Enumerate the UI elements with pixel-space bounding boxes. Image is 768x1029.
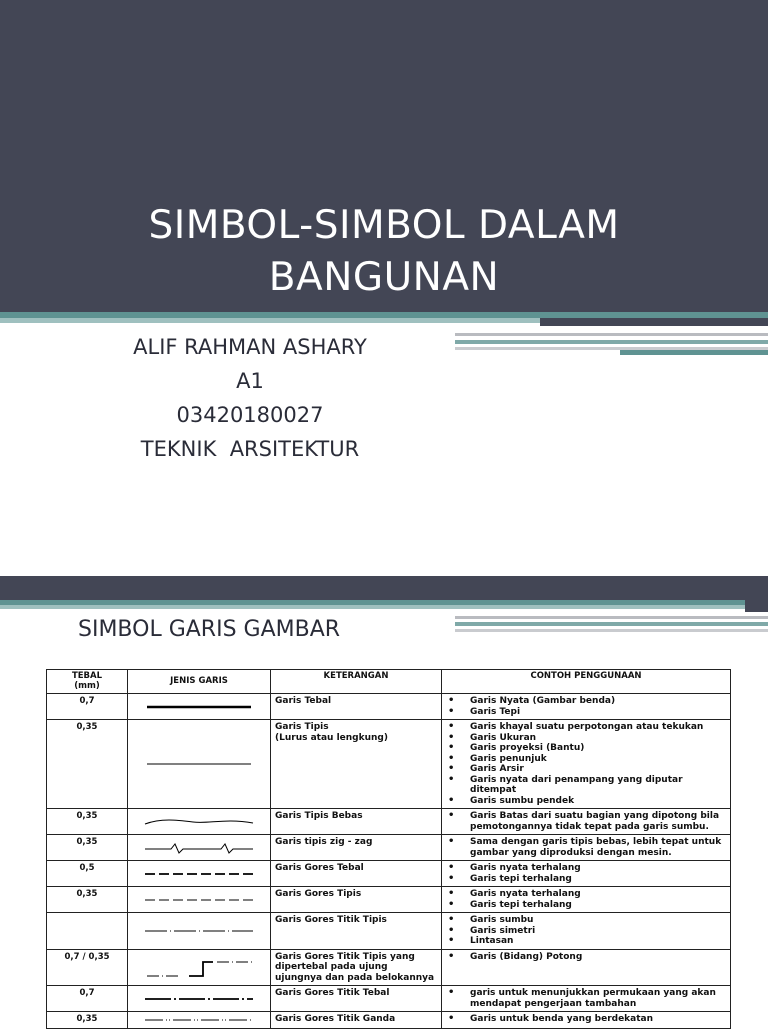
contoh-list [446, 696, 726, 717]
cell-keterangan [271, 694, 442, 720]
list-item: • Garis simetri [470, 926, 726, 937]
contoh-list [446, 988, 726, 1009]
list-item: • Garis nyata terhalang [470, 863, 726, 874]
list-item: • Garis sumbu [470, 915, 726, 926]
line-sample-thin-dash-dot-icon [141, 923, 257, 939]
decor-stripe [455, 333, 768, 336]
list-item: • Garis Nyata (Gambar benda) [470, 696, 726, 707]
teal-stripe-light [0, 605, 768, 609]
cell-jenis-garis [128, 949, 271, 986]
line-sample-freehand-icon [141, 814, 257, 830]
contoh-list [446, 952, 726, 963]
table-row [47, 694, 731, 720]
list-item: • Sama dengan garis tipis bebas, lebih tepat untuk gambar yang diproduksi dengan mesin. [470, 837, 726, 858]
table-row [47, 887, 731, 913]
table-row [47, 835, 731, 861]
cell-contoh-penggunaan [442, 694, 731, 720]
dark-stripe-right [540, 318, 768, 326]
table-row [47, 861, 731, 887]
keterangan-text: Garis Gores Titik Tipis yang dipertebal pada ujung ujungnya dan pada belokannya [275, 951, 435, 983]
header-contoh-penggunaan: CONTOH PENGGUNAAN [442, 670, 731, 694]
list-item: • Garis Tepi [470, 707, 726, 718]
keterangan-text: (Lurus atau lengkung) [275, 732, 388, 743]
table-body [47, 694, 731, 1029]
contoh-list [446, 722, 726, 806]
cell-jenis-garis [128, 809, 271, 835]
cell-jenis-garis [128, 720, 271, 809]
list-item: • Garis Batas dari suatu bagian yang dipotong bila pemotongannya tidak tepat pada garis sumbu. [470, 811, 726, 832]
keterangan-text: Garis tipis zig - zag [275, 837, 373, 847]
decor-stripe [455, 616, 768, 619]
table-row [47, 986, 731, 1012]
cell-keterangan [271, 835, 442, 861]
cell-contoh-penggunaan [442, 809, 731, 835]
cell-tebal: 0,7 [47, 986, 128, 1012]
cell-tebal: 0,35 [47, 887, 128, 913]
dark-stripe-right [745, 576, 768, 612]
table-row [47, 913, 731, 950]
section-title: SIMBOL GARIS GAMBAR [78, 617, 341, 642]
cell-keterangan [271, 887, 442, 913]
keterangan-text: Garis Gores Tipis [275, 889, 362, 899]
cell-contoh-penggunaan [442, 887, 731, 913]
cell-tebal: 0,5 [47, 861, 128, 887]
cell-keterangan [271, 809, 442, 835]
cell-jenis-garis [128, 986, 271, 1012]
line-sample-thin-dashed-icon [141, 892, 257, 908]
slide-title-line-1: SIMBOL-SIMBOL DALAM [148, 203, 620, 248]
contoh-list [446, 837, 726, 858]
contoh-list [446, 915, 726, 947]
line-sample-zigzag-icon [141, 840, 257, 856]
cell-tebal [47, 913, 128, 950]
cell-keterangan [271, 949, 442, 986]
author-class: A1 [236, 369, 264, 393]
decor-stripe [455, 340, 768, 344]
line-symbol-table [46, 669, 731, 1029]
cell-contoh-penggunaan [442, 913, 731, 950]
cell-jenis-garis [128, 861, 271, 887]
table-row [47, 720, 731, 809]
header-tebal: TEBAL (mm) [47, 670, 128, 694]
keterangan-text: Garis Gores Tebal [275, 863, 364, 873]
line-sample-thick-solid-icon [141, 699, 257, 715]
table-row [47, 949, 731, 986]
list-item: • Garis Arsir [470, 764, 726, 775]
decor-stripe [455, 622, 768, 626]
line-sample-thick-dashed-icon [141, 866, 257, 882]
list-item: • garis untuk menunjukkan permukaan yang akan mendapat pengerjaan tambahan [470, 988, 726, 1009]
header-jenis-garis: JENIS GARIS [128, 670, 271, 694]
cell-jenis-garis [128, 1012, 271, 1029]
cell-jenis-garis [128, 887, 271, 913]
keterangan-text: Garis Gores Titik Tipis [275, 915, 387, 925]
table-row [47, 1012, 731, 1029]
cell-contoh-penggunaan [442, 861, 731, 887]
slide-title-line-2: BANGUNAN [268, 255, 500, 300]
keterangan-text: Garis Tebal [275, 696, 332, 706]
line-sample-dash-dot-thick-ends-icon [141, 952, 257, 982]
list-item: • Garis proyeksi (Bantu) [470, 743, 726, 754]
list-item: • Garis nyata dari penampang yang diputar ditempat [470, 775, 726, 796]
cell-jenis-garis [128, 694, 271, 720]
cell-contoh-penggunaan [442, 986, 731, 1012]
list-item: • Garis Ukuran [470, 733, 726, 744]
list-item: • Garis (Bidang) Potong [470, 952, 726, 963]
author-id: 03420180027 [176, 403, 324, 427]
author-name: ALIF RAHMAN ASHARY [133, 335, 367, 359]
cell-tebal: 0,35 [47, 835, 128, 861]
cell-contoh-penggunaan [442, 1012, 731, 1029]
cell-tebal: 0,35 [47, 1012, 128, 1029]
cell-contoh-penggunaan [442, 720, 731, 809]
list-item: • Garis nyata terhalang [470, 889, 726, 900]
cell-tebal: 0,35 [47, 809, 128, 835]
keterangan-text: Garis Tipis [275, 722, 329, 732]
contoh-list [446, 1014, 726, 1025]
keterangan-text: Garis Tipis Bebas [275, 811, 363, 821]
line-sample-dash-double-dot-icon [141, 1012, 257, 1028]
cell-contoh-penggunaan [442, 835, 731, 861]
list-item: • Garis sumbu pendek [470, 796, 726, 807]
list-item: • Garis khayal suatu perpotongan atau tekukan [470, 722, 726, 733]
list-item: • Garis tepi terhalang [470, 900, 726, 911]
table-header-row [47, 670, 731, 694]
decor-stripe [620, 350, 768, 355]
keterangan-text: Garis Gores Titik Tebal [275, 988, 390, 998]
cell-keterangan [271, 986, 442, 1012]
line-stroke [145, 844, 253, 853]
list-item: • Garis tepi terhalang [470, 874, 726, 885]
cell-jenis-garis [128, 913, 271, 950]
cell-keterangan [271, 1012, 442, 1029]
slide-title [0, 200, 768, 304]
author-info [100, 330, 400, 466]
list-item: • Lintasan [470, 936, 726, 947]
list-item: • Garis penunjuk [470, 754, 726, 765]
cell-jenis-garis [128, 835, 271, 861]
author-department: TEKNIK ARSITEKTUR [140, 437, 360, 461]
cell-contoh-penggunaan [442, 949, 731, 986]
line-sample-thin-solid-icon [141, 756, 257, 772]
cell-tebal: 0,35 [47, 720, 128, 809]
contoh-list [446, 863, 726, 884]
cell-tebal: 0,7 / 0,35 [47, 949, 128, 986]
line-stroke [145, 820, 253, 824]
keterangan-text: Garis Gores Titik Ganda [275, 1014, 396, 1024]
cell-keterangan [271, 913, 442, 950]
line-stroke [189, 962, 213, 976]
decor-stripe [455, 629, 768, 632]
contoh-list [446, 889, 726, 910]
header-keterangan: KETERANGAN [271, 670, 442, 694]
contoh-list [446, 811, 726, 832]
table-row [47, 809, 731, 835]
line-sample-thick-dash-dot-icon [141, 991, 257, 1007]
cell-keterangan [271, 861, 442, 887]
cell-tebal: 0,7 [47, 694, 128, 720]
cell-keterangan [271, 720, 442, 809]
list-item: • Garis untuk benda yang berdekatan [470, 1014, 726, 1025]
